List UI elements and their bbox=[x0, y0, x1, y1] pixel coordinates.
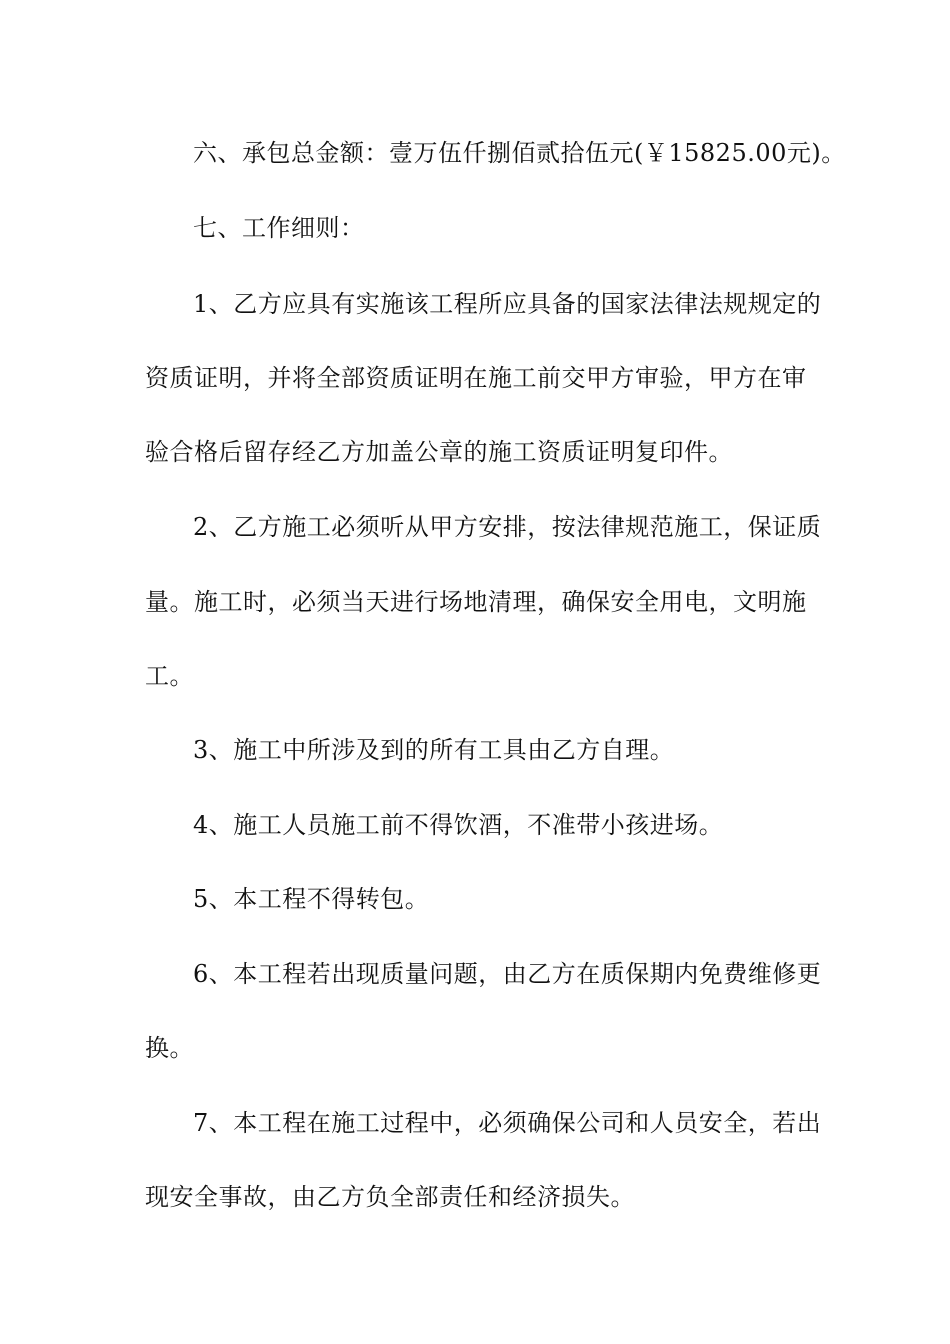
clause-1-line-1: 1、乙方应具有实施该工程所应具备的国家法律法规规定的 bbox=[193, 290, 822, 318]
clause-6-line-1: 6、本工程若出现质量问题，由乙方在质保期内免费维修更 bbox=[193, 960, 822, 988]
clause-5-line: 5、本工程不得转包。 bbox=[193, 885, 430, 913]
work-details-heading: 七、工作细则： bbox=[193, 214, 365, 242]
contract-amount-line: 六、承包总金额：壹万伍仟捌佰贰拾伍元(￥15825.00元)。 bbox=[193, 139, 846, 167]
clause-2-line-3: 工。 bbox=[145, 662, 194, 690]
clause-7-line-2: 现安全事故，由乙方负全部责任和经济损失。 bbox=[145, 1183, 635, 1211]
clause-1-line-3: 验合格后留存经乙方加盖公章的施工资质证明复印件。 bbox=[145, 438, 733, 466]
clause-7-line-1: 7、本工程在施工过程中，必须确保公司和人员安全，若出 bbox=[193, 1109, 822, 1137]
clause-3-line: 3、施工中所涉及到的所有工具由乙方自理。 bbox=[193, 736, 675, 764]
clause-2-line-1: 2、乙方施工必须听从甲方安排，按法律规范施工，保证质 bbox=[193, 513, 822, 541]
clause-2-line-2: 量。施工时，必须当天进行场地清理，确保安全用电，文明施 bbox=[145, 588, 807, 616]
clause-4-line: 4、施工人员施工前不得饮酒，不准带小孩进场。 bbox=[193, 811, 724, 839]
clause-1-line-2: 资质证明，并将全部资质证明在施工前交甲方审验，甲方在审 bbox=[145, 364, 807, 392]
clause-6-line-2: 换。 bbox=[145, 1034, 194, 1062]
